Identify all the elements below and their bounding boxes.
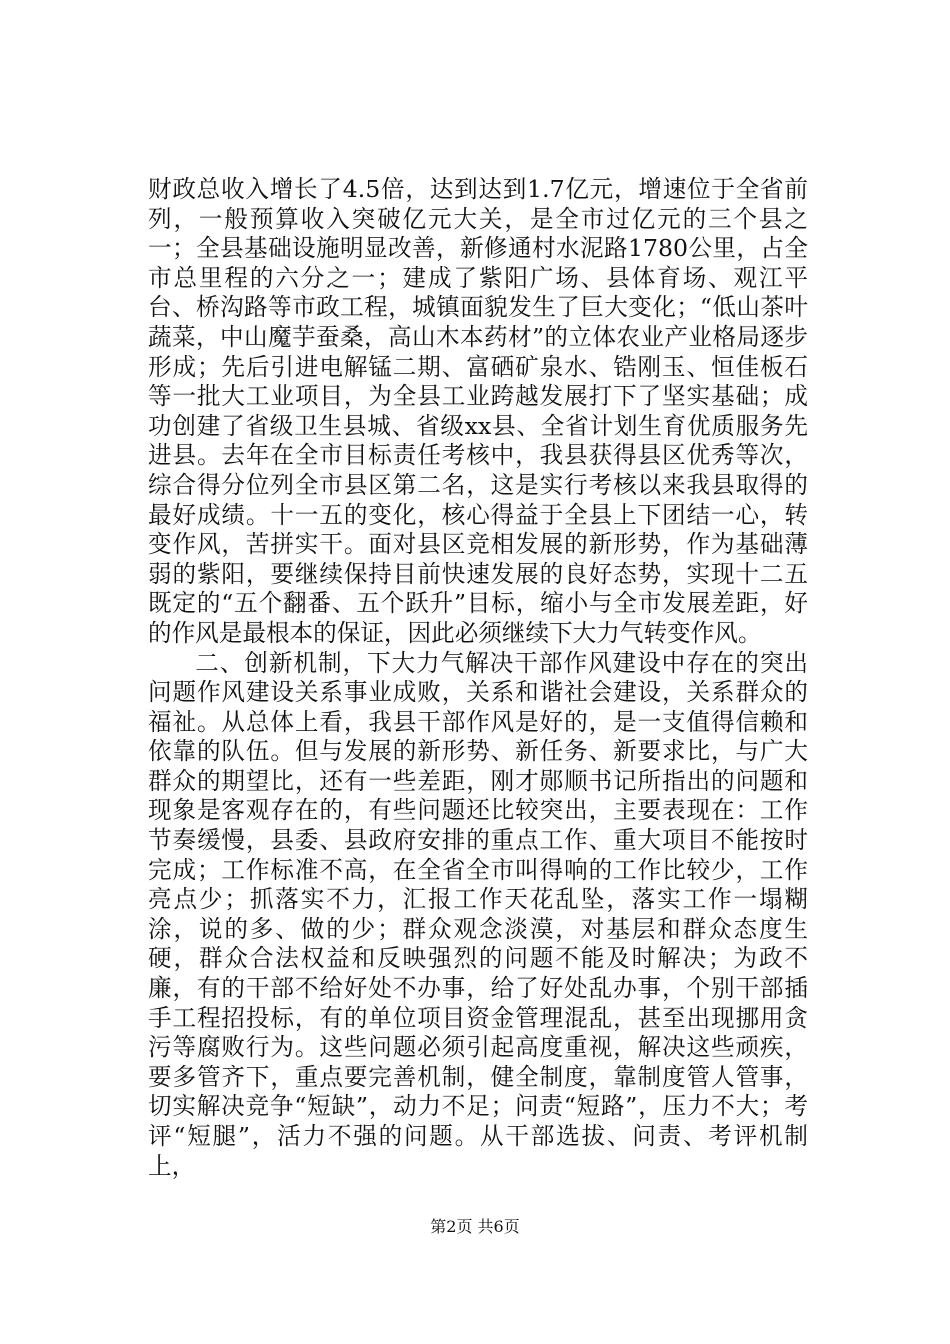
body-text xyxy=(148,175,808,1181)
paragraph-continued: 财政总收入增长了4.5倍，达到达到1.7亿元，增速位于全省前列，一般预算收入突破亿元大关，是全市过亿元的三个县之一；全县基础设施明显改善，新修通村水泥路1780公里，占全市总里程的六分之一；建成了紫阳广场、县体育场、观江平台、桥沟路等市政工程，城镇面貌发生了巨大变化；“低山茶叶蔬菜，中山魔芋蚕桑，高山木本药材”的立体农业产业格局逐步形成；先后引进电解锰二期、富硒矿泉水、锆刚玉、恒佳板石等一批大工业项目，为全县工业跨越发展打下了坚实基础；成功创建了省级卫生县城、省级xx县、全省计划生育优质服务先进县。去年在全市目标责任考核中，我县获得县区优秀等次，综合得分位列全市县区第二名，这是实行考核以来我县取得的最好成绩。十一五的变化，核心得益于全县上下团结一心，转变作风，苦拼实干。面对县区竞相发展的新形势，作为基础薄弱的紫阳，要继续保持目前快速发展的良好态势，实现十二五既定的“五个翻番、五个跃升”目标，缩小与全市发展差距，好的作风是最根本的保证，因此必须继续下大力气转变作风。 xyxy=(148,175,808,647)
paragraph-section-two: 二、创新机制，下大力气解决干部作风建设中存在的突出问题作风建设关系事业成败，关系和谐社会建设，关系群众的福祉。从总体上看，我县干部作风是好的，是一支值得信赖和依靠的队伍。但与发展的新形势、新任务、新要求比，与广大群众的期望比，还有一些差距，刚才郧顺书记所指出的问题和现象是客观存在的，有些问题还比较突出，主要表现在：工作节奏缓慢，县委、县政府安排的重点工作、重大项目不能按时完成；工作标准不高，在全省全市叫得响的工作比较少，工作亮点少；抓落实不力，汇报工作天花乱坠，落实工作一塌糊涂，说的多、做的少；群众观念淡漠，对基层和群众态度生硬，群众合法权益和反映强烈的问题不能及时解决；为政不廉，有的干部不给好处不办事，给了好处乱办事，个别干部插手工程招投标，有的单位项目资金管理混乱，甚至出现挪用贪污等腐败行为。这些问题必须引起高度重视，解决这些顽疾，要多管齐下，重点要完善机制，健全制度，靠制度管人管事，切实解决竞争“短缺”，动力不足；问责“短路”，压力不大；考评“短腿”，活力不强的问题。从干部选拔、问责、考评机制上， xyxy=(148,648,808,1180)
page-number-footer: 第2页 共6页 xyxy=(430,1217,520,1236)
